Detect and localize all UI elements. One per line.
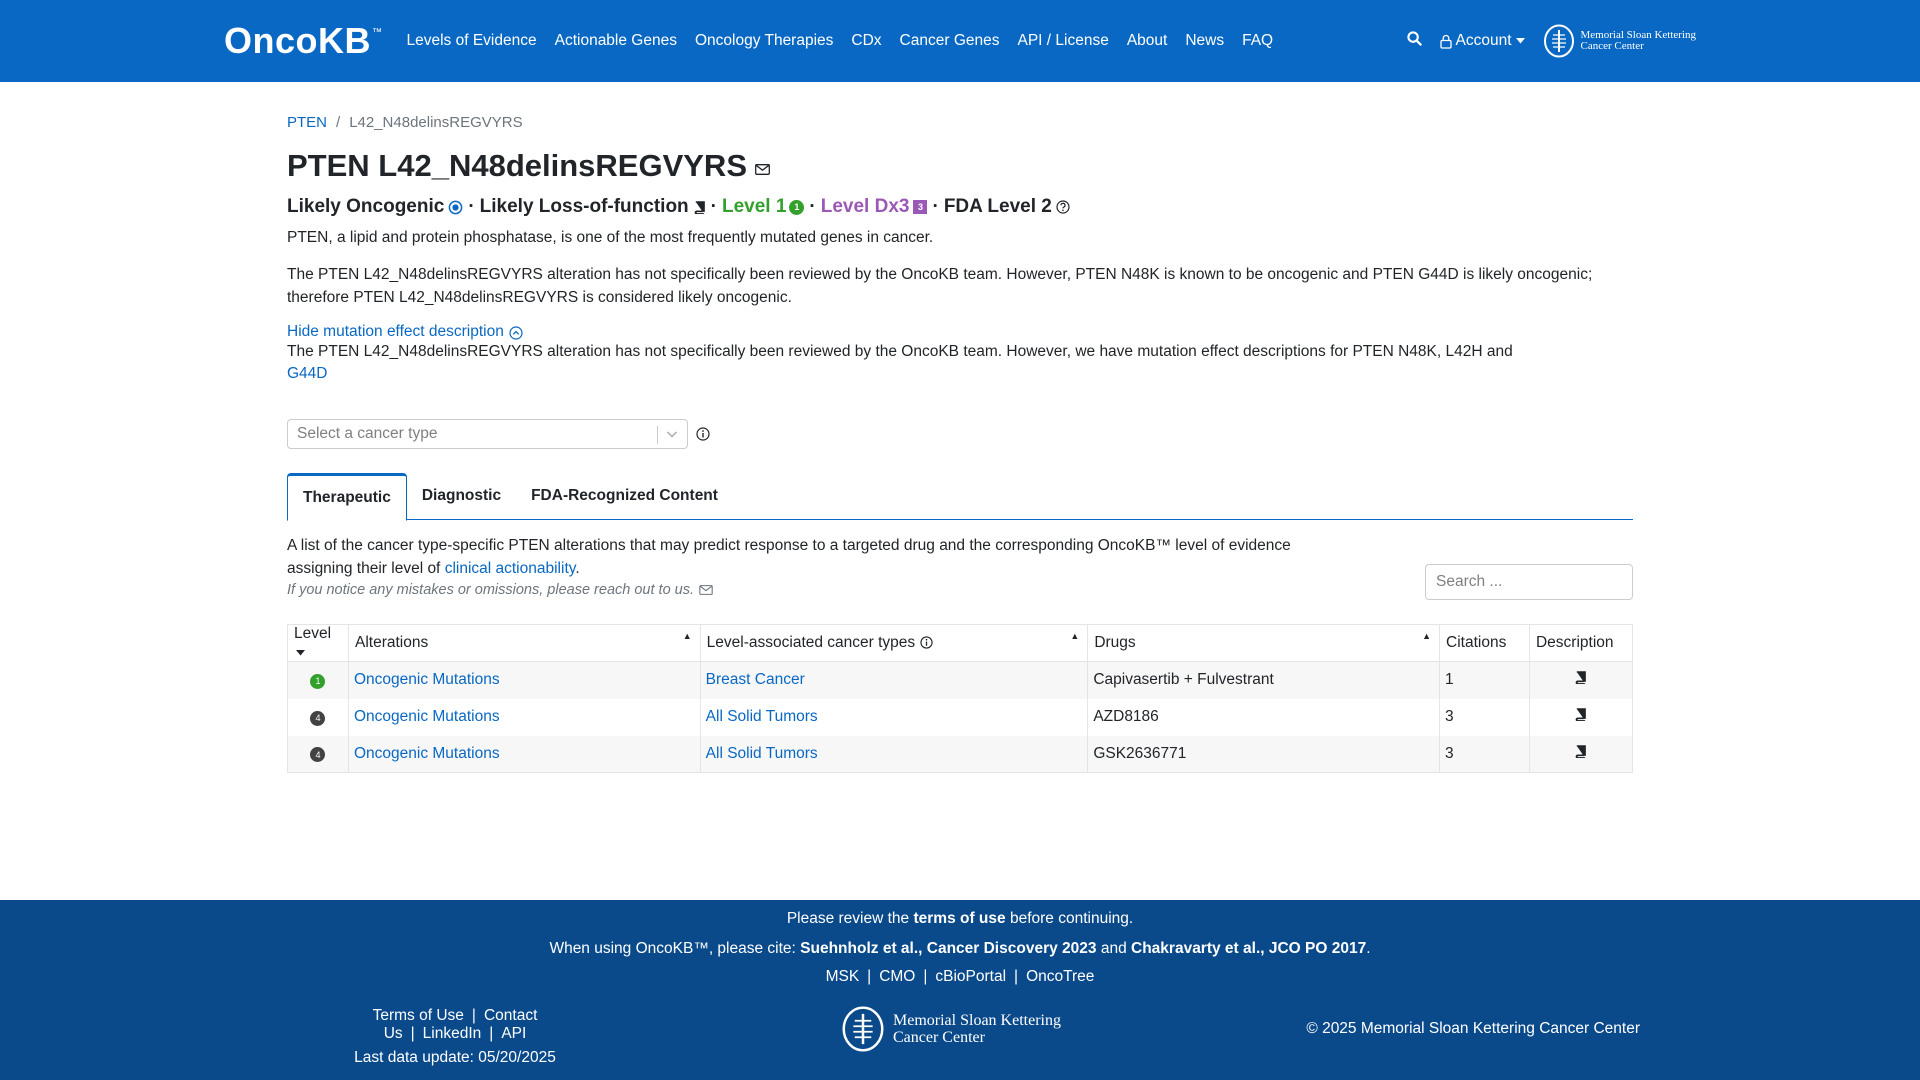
drugs-cell: AZD8186 — [1088, 699, 1440, 736]
footer-msk-line1: Memorial Sloan Kettering — [893, 1012, 1061, 1029]
msk-emblem-icon — [1543, 24, 1575, 58]
level-dx3-icon[interactable]: 3 — [913, 200, 927, 214]
terms-notice: Please review the terms of use before continuing. — [786, 910, 1134, 927]
table-row — [288, 662, 1633, 699]
book-icon[interactable] — [693, 201, 706, 214]
oncokb-logo[interactable] — [224, 0, 383, 82]
lock-icon — [1440, 34, 1452, 49]
level-cell — [288, 736, 349, 773]
last-data-update: Last data update: 05/20/2025 — [354, 1049, 556, 1066]
cancer-type-link[interactable]: All Solid Tumors — [705, 744, 818, 762]
msk-emblem-icon — [841, 1004, 885, 1054]
hide-mutation-effect-label: Hide mutation effect description — [287, 323, 504, 340]
mutation-effect-description — [287, 341, 1633, 385]
top-navbar — [0, 0, 1920, 82]
description-period: . — [575, 560, 580, 577]
info-icon[interactable] — [920, 636, 933, 649]
feedback-note-text: If you notice any mistakes or omissions, please reach out to us. — [287, 582, 695, 598]
footer-link-cmo[interactable]: CMO — [879, 968, 916, 985]
clinical-actionability-link[interactable]: clinical actionability — [444, 560, 576, 577]
alteration-link[interactable]: Oncogenic Mutations — [353, 671, 500, 689]
nav-links — [407, 32, 1292, 50]
book-icon[interactable] — [1574, 671, 1587, 684]
level-1-icon[interactable]: 1 — [789, 200, 804, 215]
footer-link-contact-us[interactable]: Contact Us — [383, 1007, 538, 1042]
account-label: Account — [1455, 32, 1512, 49]
level-icon[interactable]: 4 — [310, 747, 325, 762]
column-header-drugs[interactable]: Drugs ▲ — [1088, 625, 1440, 662]
footer-link-msk[interactable]: MSK — [825, 968, 860, 985]
level-icon[interactable]: 4 — [310, 711, 325, 726]
logo-trademark: ™ — [372, 26, 383, 38]
search-icon[interactable] — [1407, 31, 1422, 51]
tab-therapeutic[interactable]: Therapeutic — [287, 473, 407, 521]
separator-dot: · — [809, 196, 816, 217]
msk-logo-line2: Cancer Center — [1580, 40, 1644, 52]
evidence-tabs — [287, 473, 1633, 520]
tab-fda-recognized-content[interactable]: FDA-Recognized Content — [531, 487, 718, 504]
msk-logo[interactable] — [1543, 24, 1696, 58]
cancer-type-cell — [700, 699, 1088, 736]
column-header-citations[interactable]: Citations — [1440, 625, 1530, 662]
mutation-effect-text: The PTEN L42_N48delinsREGVYRS alteration has not specifically been reviewed by the OncoKB team. However, we have mutation effect descriptions for PTEN N48K, L42H and — [287, 343, 1513, 360]
separator-dot: · — [932, 196, 939, 217]
variant-summary: The PTEN L42_N48delinsREGVYRS alteration has not specifically been reviewed by the OncoKB team. However, PTEN N48K is known to be oncogenic and PTEN G44D is likely oncogenic; therefore PTEN L42_N48delinsREGVYRS is considered likely oncogenic. — [287, 266, 1593, 306]
level-cell — [288, 699, 349, 736]
mail-icon[interactable] — [699, 585, 713, 595]
logo-text: OncoKB — [224, 20, 371, 61]
column-header-description: Description — [1529, 625, 1632, 662]
chevron-up-circle-icon — [509, 326, 523, 340]
partner-links: MSK | CMO | cBioPortal | OncoTree — [825, 968, 1095, 985]
cancer-type-link[interactable]: All Solid Tumors — [705, 708, 818, 725]
search-placeholder: Search ... — [1436, 573, 1503, 590]
account-menu[interactable] — [1440, 32, 1525, 50]
column-header-cancer-types[interactable]: Level-associated cancer types ▲ — [700, 625, 1088, 662]
column-header-level[interactable]: Level — [288, 625, 349, 662]
table-row — [288, 699, 1633, 736]
alteration-cell — [348, 662, 700, 699]
citation-link-suehnholz[interactable]: Suehnholz et al., Cancer Discovery 2023 — [800, 940, 1097, 957]
footer-link-linkedin[interactable]: LinkedIn — [422, 1025, 482, 1042]
terms-of-use-link[interactable]: terms of use — [913, 910, 1006, 927]
description-cell — [1529, 662, 1632, 699]
nav-link-faq[interactable]: FAQ — [1242, 32, 1274, 49]
description-cell — [1529, 699, 1632, 736]
alteration-cell — [348, 736, 700, 773]
page-footer — [0, 900, 1920, 1080]
alteration-link[interactable]: Oncogenic Mutations — [353, 708, 500, 725]
copyright: © 2025 Memorial Sloan Kettering Cancer Center — [1306, 1020, 1640, 1037]
therapeutic-table — [287, 624, 1633, 773]
cancer-type-cell — [700, 736, 1088, 773]
cancer-type-link[interactable]: Breast Cancer — [705, 671, 805, 689]
therapeutic-description-text: A list of the cancer type-specific PTEN alterations that may predict response to a targeted drug and the corresponding OncoKB™ level of evidence assigning their level of — [287, 537, 1291, 577]
fda-level-label: FDA Level 2 — [943, 196, 1052, 217]
sort-asc-icon: ▲ — [682, 631, 692, 641]
footer-link-oncotree[interactable]: OncoTree — [1026, 968, 1095, 985]
breadcrumb-separator: / — [336, 113, 341, 131]
nav-link-about[interactable]: About — [1126, 32, 1168, 49]
mutation-effect-link-g44d[interactable]: G44D — [287, 365, 328, 382]
info-icon[interactable] — [696, 427, 710, 441]
tab-diagnostic[interactable]: Diagnostic — [421, 487, 502, 504]
nav-link-news[interactable]: News — [1185, 32, 1225, 49]
highest-diagnostic-level: Level Dx3 — [820, 196, 910, 217]
footer-link-api[interactable]: API — [501, 1025, 527, 1042]
oncogenicity-label: Likely Oncogenic — [287, 196, 445, 217]
drugs-cell: Capivasertib + Fulvestrant — [1088, 662, 1440, 699]
footer-bottom-links: Terms of Use | Contact Us | LinkedIn | API Last data update: 05/20/2025 — [300, 1007, 610, 1067]
citations-cell: 1 — [1440, 662, 1530, 699]
book-icon[interactable] — [1574, 745, 1587, 758]
separator-dot: · — [710, 196, 717, 217]
sort-asc-icon: ▲ — [1070, 631, 1080, 641]
help-icon[interactable] — [1056, 200, 1070, 214]
citation-link-chakravarty[interactable]: Chakravarty et al., JCO PO 2017 — [1131, 940, 1367, 957]
cancer-type-placeholder: Select a cancer type — [297, 425, 438, 442]
main-content — [287, 108, 1633, 773]
cancer-type-cell — [700, 662, 1088, 699]
therapeutic-description — [287, 534, 1317, 580]
msk-logo-line1: Memorial Sloan Kettering — [1580, 29, 1696, 41]
caret-down-icon — [1516, 38, 1525, 44]
alteration-cell — [348, 699, 700, 736]
alteration-link[interactable]: Oncogenic Mutations — [353, 744, 500, 762]
citations-cell: 3 — [1440, 736, 1530, 773]
breadcrumb-gene-link[interactable]: PTEN — [287, 113, 328, 131]
nav-link-oncology-therapies[interactable]: Oncology Therapies — [694, 32, 834, 49]
footer-msk-logo[interactable] — [841, 1004, 1061, 1054]
nav-link-cancer-genes[interactable]: Cancer Genes — [899, 32, 1000, 49]
sort-asc-icon: ▲ — [1422, 631, 1432, 641]
sort-desc-icon — [296, 650, 305, 656]
citation-notice: When using OncoKB™, please cite: Suehnholz et al., Cancer Discovery 2023 and Chakravarty et al., JCO PO 2017. — [549, 940, 1371, 957]
oncogenic-target-icon[interactable] — [448, 200, 463, 215]
breadcrumb-current: L42_N48delinsREGVYRS — [349, 113, 523, 131]
footer-msk-line2: Cancer Center — [893, 1029, 985, 1046]
separator-dot: · — [468, 196, 475, 217]
level-cell — [288, 662, 349, 699]
nav-link-cdx[interactable]: CDx — [851, 32, 882, 49]
nav-link-levels-of-evidence[interactable]: Levels of Evidence — [406, 32, 537, 49]
level-icon[interactable]: 1 — [310, 674, 325, 689]
description-cell — [1529, 736, 1632, 773]
table-search-input[interactable] — [1425, 564, 1633, 600]
column-header-alterations[interactable]: Alterations ▲ — [348, 625, 700, 662]
nav-link-actionable-genes[interactable]: Actionable Genes — [554, 32, 677, 49]
chevron-down-icon[interactable] — [665, 427, 679, 441]
footer-link-terms-of-use[interactable]: Terms of Use — [372, 1007, 464, 1024]
breadcrumb — [287, 108, 1633, 136]
drugs-cell: GSK2636771 — [1088, 736, 1440, 773]
highest-sensitive-level: Level 1 — [721, 196, 787, 217]
hide-mutation-effect-link[interactable] — [287, 323, 1633, 341]
book-icon[interactable] — [1574, 708, 1587, 721]
citations-cell: 3 — [1440, 699, 1530, 736]
mutation-effect-label: Likely Loss-of-function — [479, 196, 689, 217]
nav-link-api-license[interactable]: API / License — [1017, 32, 1109, 49]
mail-icon[interactable] — [755, 162, 770, 180]
table-row — [288, 736, 1633, 773]
page-title: PTEN L42_N48delinsREGVYRS — [287, 148, 747, 183]
annotation-badges — [287, 192, 1633, 222]
select-divider — [657, 426, 658, 444]
footer-link-cbioportal[interactable]: cBioPortal — [935, 968, 1007, 985]
gene-summary: PTEN, a lipid and protein phosphatase, is one of the most frequently mutated genes in cancer. — [287, 229, 934, 246]
cancer-type-select[interactable] — [287, 419, 688, 449]
